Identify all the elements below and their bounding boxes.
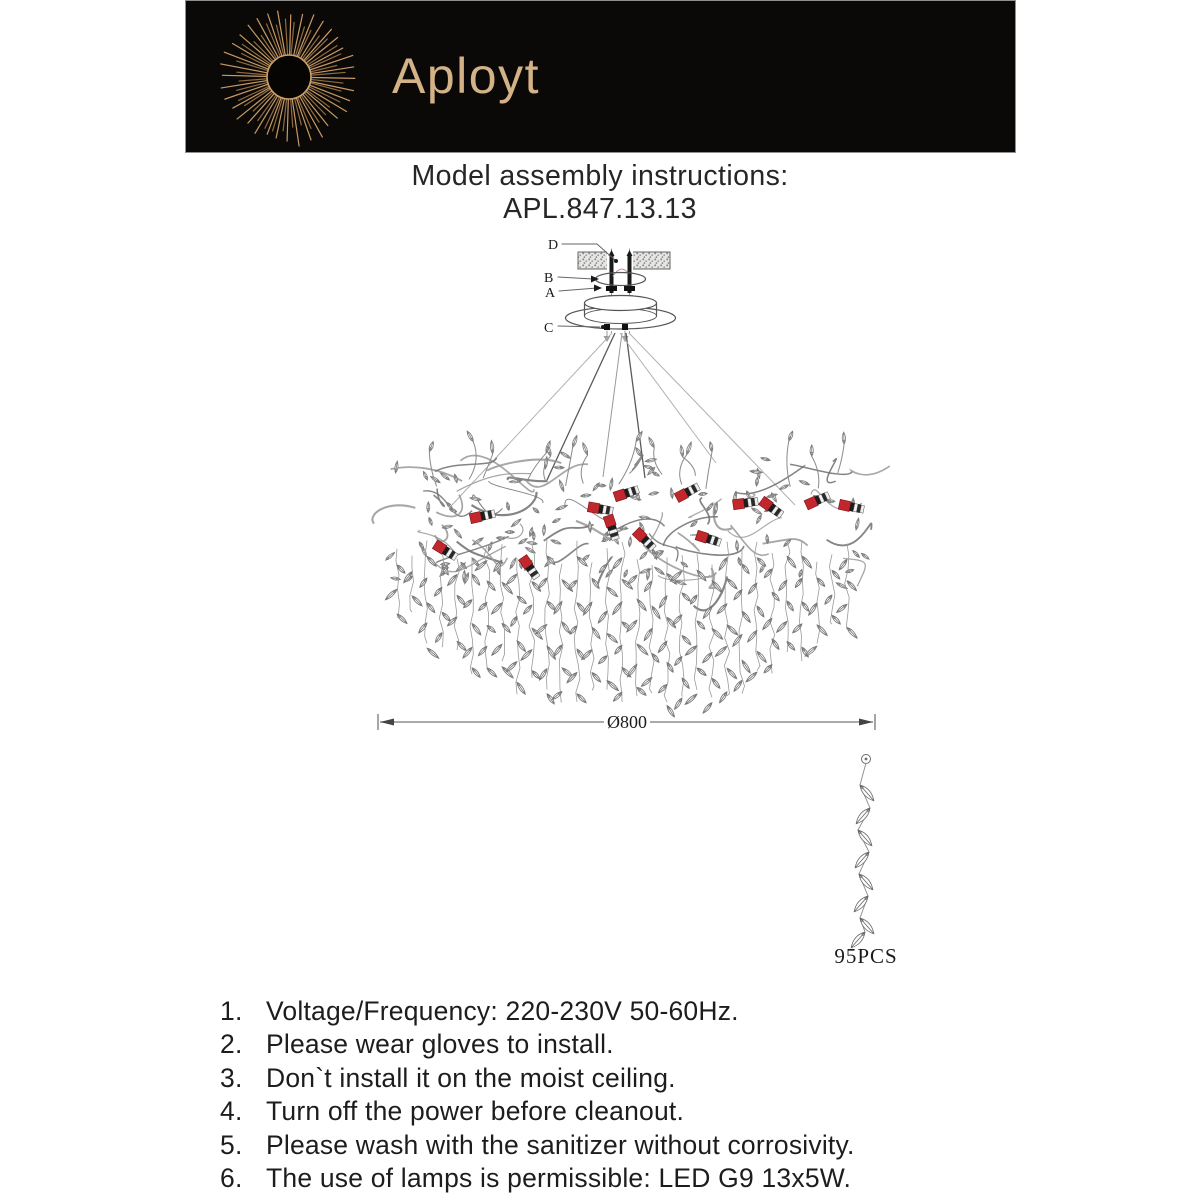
part-label-d: D: [548, 238, 559, 253]
strand-count-label: 95PCS: [834, 944, 898, 968]
model-number: APL.847.13.13: [503, 193, 697, 225]
suspension-wires: [452, 333, 795, 505]
mounting-ring: [596, 273, 646, 286]
crystal-strand-detail: [851, 755, 874, 948]
part-label-b: B: [544, 271, 554, 286]
starburst-logo-icon: [221, 11, 355, 146]
lamp-socket: [759, 496, 785, 519]
instruction-number: 2.: [220, 1029, 243, 1060]
lamp-socket: [632, 527, 657, 552]
instruction-item: [220, 1062, 1050, 1095]
instruction-text: Voltage/Frequency: 220-230V 50-60Hz.: [266, 996, 739, 1026]
dimension-line: [378, 712, 875, 732]
diameter-label: Ø800: [607, 712, 647, 732]
page-title: Model assembly instructions:: [411, 160, 789, 192]
lamp-socket: [674, 482, 701, 503]
canopy: [566, 296, 676, 330]
instruction-item: [220, 1028, 1050, 1061]
instruction-number: 6.: [220, 1163, 243, 1194]
instruction-text: Don`t install it on the moist ceiling.: [266, 1062, 676, 1093]
brand-wordmark: Aployt: [392, 48, 540, 104]
instruction-number: 3.: [220, 1062, 243, 1093]
title-block: [0, 160, 1200, 226]
instruction-number: 1.: [220, 996, 243, 1026]
part-label-c: C: [544, 321, 554, 336]
instruction-text: Turn off the power before cleanout.: [266, 1096, 685, 1127]
instruction-text: Please wash with the sanitizer without corrosivity.: [266, 1129, 855, 1160]
part-label-a: A: [545, 286, 556, 301]
instruction-item: [220, 1095, 1050, 1128]
lamp-socket: [695, 530, 722, 547]
brand-banner: [185, 0, 1016, 153]
instruction-text: The use of lamps is permissible: LED G9 13x5W.: [266, 1163, 852, 1194]
instruction-item: [220, 1162, 1050, 1195]
instruction-item: [220, 1129, 1050, 1162]
instruction-item: [220, 995, 1050, 1028]
chandelier-drawing: [372, 431, 889, 717]
instructions-list: [220, 995, 1050, 1195]
instruction-number: 4.: [220, 1096, 243, 1127]
assembly-diagram: [0, 230, 1200, 990]
ceiling-mount-detail: [544, 238, 676, 342]
lamp-socket: [804, 491, 831, 510]
instruction-number: 5.: [220, 1129, 243, 1160]
instruction-text: Please wear gloves to install.: [266, 1029, 614, 1060]
banner-art: [186, 1, 1015, 152]
